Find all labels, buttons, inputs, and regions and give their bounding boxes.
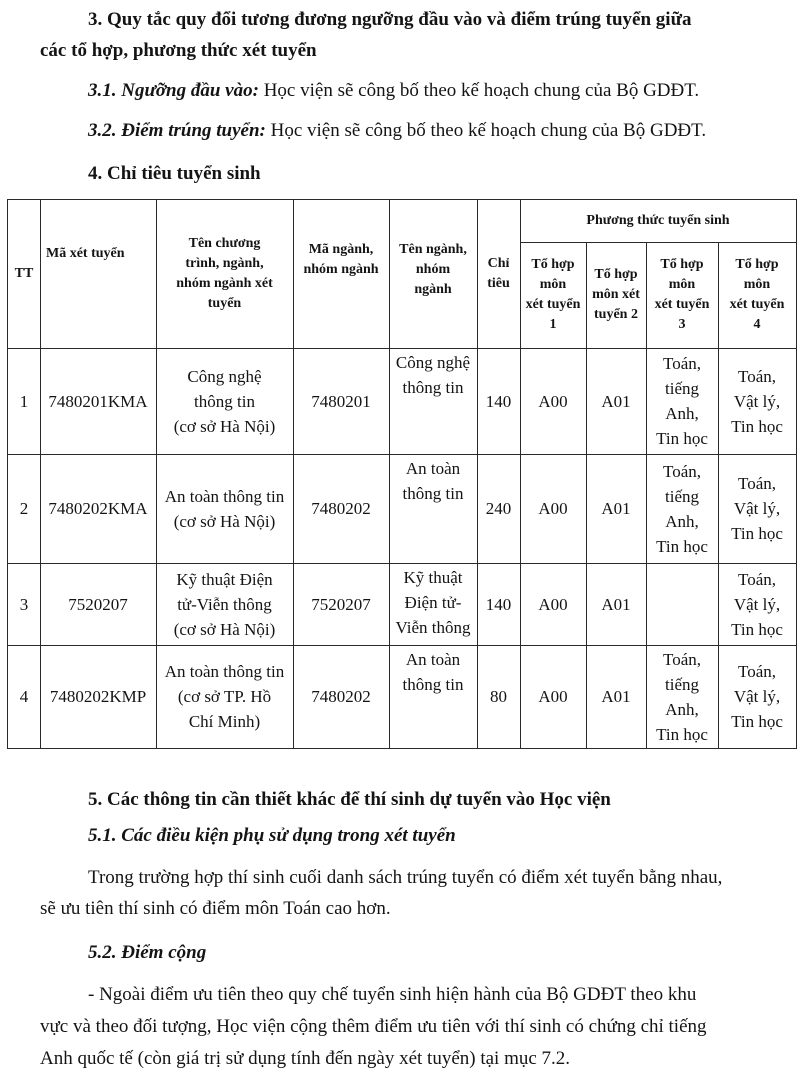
header-to-hop-2 bbox=[586, 242, 646, 348]
row-2-ten-chuong-trinh bbox=[156, 454, 293, 563]
row-4-to-hop-1 bbox=[520, 645, 586, 748]
section3-heading-line1: 3. Quy tắc quy đổi tương đương ngưỡng đầu vào và điểm trúng tuyển giữa bbox=[88, 9, 692, 30]
header-to-hop-2-text: Tổ hợp môn xét tuyển 2 bbox=[592, 267, 640, 322]
row-2-chi-tieu bbox=[477, 454, 520, 563]
row-4-tt bbox=[8, 645, 40, 748]
row-1-to-hop-3-text: Toán, tiếng Anh, Tin học bbox=[656, 354, 708, 448]
row-2-to-hop-2-text: A01 bbox=[601, 499, 631, 518]
row-4-ma-nganh-text: 7480202 bbox=[311, 687, 371, 706]
row-1-to-hop-1 bbox=[520, 348, 586, 454]
row-3-to-hop-2 bbox=[586, 563, 646, 645]
section5-2-line2: vực và theo đối tượng, Học viện cộng thêm điểm ưu tiên với thí sinh có chứng chỉ tiếng bbox=[40, 1016, 707, 1037]
section3-item1 bbox=[88, 78, 699, 104]
row-3-tt-text: 3 bbox=[19, 594, 29, 614]
header-chi-tieu bbox=[477, 200, 520, 348]
row-2-tt bbox=[8, 454, 40, 563]
row-2-ma-nganh-text: 7480202 bbox=[311, 499, 371, 518]
row-4-ten-nganh-text: An toàn thông tin bbox=[402, 650, 464, 694]
item2-label: 3.2. Điểm trúng tuyển: bbox=[88, 120, 266, 141]
section5-1-line1: Trong trường hợp thí sinh cuối danh sách trúng tuyển có điểm xét tuyển bằng nhau, bbox=[88, 867, 723, 888]
header-to-hop-4-text: Tổ hợp môn xét tuyển 4 bbox=[729, 257, 785, 332]
row-3-ma-xet-tuyen bbox=[40, 563, 156, 645]
row-4-ten-nganh bbox=[389, 645, 477, 748]
row-2-ten-nganh-text: An toàn thông tin bbox=[402, 459, 464, 503]
section5-1-line2: sẽ ưu tiên thí sinh có điểm môn Toán cao hơn. bbox=[40, 898, 391, 919]
section5-heading: 5. Các thông tin cần thiết khác để thí sinh dự tuyển vào Học viện bbox=[88, 789, 611, 810]
row-4-to-hop-4-text: Toán, Vật lý, Tin học bbox=[731, 662, 783, 731]
row-2-ten-chuong-trinh-text: An toàn thông tin (cơ sở Hà Nội) bbox=[164, 486, 285, 531]
row-2-to-hop-2 bbox=[586, 454, 646, 563]
row-1-to-hop-1-text: A00 bbox=[538, 391, 568, 411]
row-3-ten-chuong-trinh bbox=[156, 563, 293, 645]
row-4-ten-chuong-trinh bbox=[156, 645, 293, 748]
row-1-tt-text: 1 bbox=[19, 391, 29, 411]
header-ten-chuong-trinh bbox=[156, 200, 293, 348]
row-1-chi-tieu bbox=[477, 348, 520, 454]
section5-2-line1: - Ngoài điểm ưu tiên theo quy chế tuyển sinh hiện hành của Bộ GDĐT theo khu bbox=[88, 984, 697, 1005]
row-3-ten-nganh bbox=[389, 563, 477, 645]
header-tt bbox=[8, 200, 40, 348]
row-2-ma-nganh bbox=[293, 454, 389, 563]
section5-1-heading: 5.1. Các điều kiện phụ sử dụng trong xét tuyển bbox=[88, 825, 456, 846]
row-1-to-hop-4 bbox=[718, 348, 796, 454]
header-ten-nganh bbox=[389, 200, 477, 348]
header-ma-nganh bbox=[293, 200, 389, 348]
row-4-tt-text: 4 bbox=[19, 687, 29, 706]
header-phuong-thuc-text: Phương thức tuyển sinh bbox=[586, 213, 730, 228]
row-4-to-hop-4 bbox=[718, 645, 796, 748]
row-4-chi-tieu bbox=[477, 645, 520, 748]
header-to-hop-3-text: Tổ hợp môn xét tuyển 3 bbox=[654, 257, 710, 332]
row-3-to-hop-1-text: A00 bbox=[538, 594, 568, 614]
header-phuong-thuc bbox=[520, 200, 796, 242]
row-4-to-hop-1-text: A00 bbox=[538, 687, 568, 706]
row-3-chi-tieu bbox=[477, 563, 520, 645]
row-2-to-hop-3 bbox=[646, 454, 718, 563]
row-4-ma-xet-tuyen bbox=[40, 645, 156, 748]
header-ma-xet-tuyen-text: Mã xét tuyển bbox=[46, 246, 125, 261]
header-chi-tieu-text: Chỉ tiêu bbox=[487, 256, 510, 291]
section5-2-heading: 5.2. Điểm cộng bbox=[88, 942, 207, 963]
header-to-hop-1 bbox=[520, 242, 586, 348]
row-2-to-hop-1 bbox=[520, 454, 586, 563]
row-3-ma-nganh bbox=[293, 563, 389, 645]
item1-text: Học viện sẽ công bố theo kế hoạch chung của Bộ GDĐT. bbox=[258, 80, 700, 101]
row-2-chi-tieu-text: 240 bbox=[485, 499, 512, 518]
enrollment-quota-table bbox=[7, 199, 797, 749]
row-3-to-hop-1 bbox=[520, 563, 586, 645]
row-4-to-hop-2 bbox=[586, 645, 646, 748]
row-1-ten-chuong-trinh bbox=[156, 348, 293, 454]
row-2-ten-nganh bbox=[389, 454, 477, 563]
row-4-to-hop-3-text: Toán, tiếng Anh, Tin học bbox=[656, 649, 708, 744]
row-3-to-hop-4 bbox=[718, 563, 796, 645]
row-2-to-hop-3-text: Toán, tiếng Anh, Tin học bbox=[656, 461, 708, 556]
item2-text: Học viện sẽ công bố theo kế hoạch chung của Bộ GDĐT. bbox=[265, 120, 707, 141]
row-4-to-hop-2-text: A01 bbox=[601, 687, 631, 706]
row-1-ten-chuong-trinh-text: Công nghệ thông tin (cơ sở Hà Nội) bbox=[173, 366, 276, 436]
header-to-hop-4 bbox=[718, 242, 796, 348]
row-2-to-hop-1-text: A00 bbox=[538, 499, 568, 518]
section4-heading: 4. Chỉ tiêu tuyển sinh bbox=[88, 163, 261, 184]
header-to-hop-1-text: Tổ hợp môn xét tuyển 1 bbox=[525, 257, 581, 332]
row-2-ma-xet-tuyen bbox=[40, 454, 156, 563]
row-3-ten-chuong-trinh-text: Kỹ thuật Điện tử-Viễn thông (cơ sở Hà Nội) bbox=[173, 569, 276, 639]
row-4-ma-xet-tuyen-text: 7480202KMP bbox=[49, 687, 147, 706]
header-ten-nganh-text: Tên ngành, nhóm ngành bbox=[399, 242, 467, 297]
row-3-tt bbox=[8, 563, 40, 645]
row-1-to-hop-2 bbox=[586, 348, 646, 454]
section3-heading-line2: các tổ hợp, phương thức xét tuyển bbox=[40, 40, 317, 61]
row-1-ten-nganh-text: Công nghệ thông tin bbox=[395, 353, 471, 397]
row-1-ma-nganh bbox=[293, 348, 389, 454]
row-1-chi-tieu-text: 140 bbox=[485, 391, 512, 411]
row-1-ma-xet-tuyen-text: 7480201KMA bbox=[48, 391, 148, 411]
row-1-ten-nganh bbox=[389, 348, 477, 454]
row-3-ma-xet-tuyen-text: 7520207 bbox=[68, 594, 128, 614]
row-1-to-hop-2-text: A01 bbox=[601, 391, 631, 411]
row-1-ma-xet-tuyen bbox=[40, 348, 156, 454]
header-ma-nganh-text: Mã ngành, nhóm ngành bbox=[303, 242, 379, 277]
row-1-tt bbox=[8, 348, 40, 454]
row-2-tt-text: 2 bbox=[19, 499, 29, 518]
header-ten-chuong-trinh-text: Tên chương trình, ngành, nhóm ngành xét tuyển bbox=[176, 236, 273, 311]
row-4-to-hop-3 bbox=[646, 645, 718, 748]
row-3-to-hop-2-text: A01 bbox=[601, 594, 631, 614]
section5-2-line3: Anh quốc tế (còn giá trị sử dụng tính đến ngày xét tuyển) tại mục 7.2. bbox=[40, 1048, 571, 1069]
row-1-to-hop-3 bbox=[646, 348, 718, 454]
header-ma-xet-tuyen bbox=[40, 200, 156, 348]
row-4-ma-nganh bbox=[293, 645, 389, 748]
row-3-to-hop-4-text: Toán, Vật lý, Tin học bbox=[731, 569, 783, 639]
row-1-to-hop-4-text: Toán, Vật lý, Tin học bbox=[731, 366, 783, 436]
row-4-chi-tieu-text: 80 bbox=[490, 687, 507, 706]
row-2-to-hop-4-text: Toán, Vật lý, Tin học bbox=[731, 474, 783, 543]
row-3-ma-nganh-text: 7520207 bbox=[311, 594, 371, 614]
row-2-to-hop-4 bbox=[718, 454, 796, 563]
item1-label: 3.1. Ngưỡng đầu vào: bbox=[88, 80, 259, 101]
header-tt-text: TT bbox=[14, 266, 34, 281]
header-to-hop-3 bbox=[646, 242, 718, 348]
section3-item2 bbox=[88, 118, 706, 144]
row-1-ma-nganh-text: 7480201 bbox=[311, 391, 371, 411]
row-3-ten-nganh-text: Kỹ thuật Điện tử- Viễn thông bbox=[395, 568, 471, 637]
row-3-chi-tieu-text: 140 bbox=[485, 594, 512, 614]
row-2-ma-xet-tuyen-text: 7480202KMA bbox=[48, 499, 148, 518]
row-4-ten-chuong-trinh-text: An toàn thông tin (cơ sở TP. Hồ Chí Minh) bbox=[164, 662, 285, 731]
